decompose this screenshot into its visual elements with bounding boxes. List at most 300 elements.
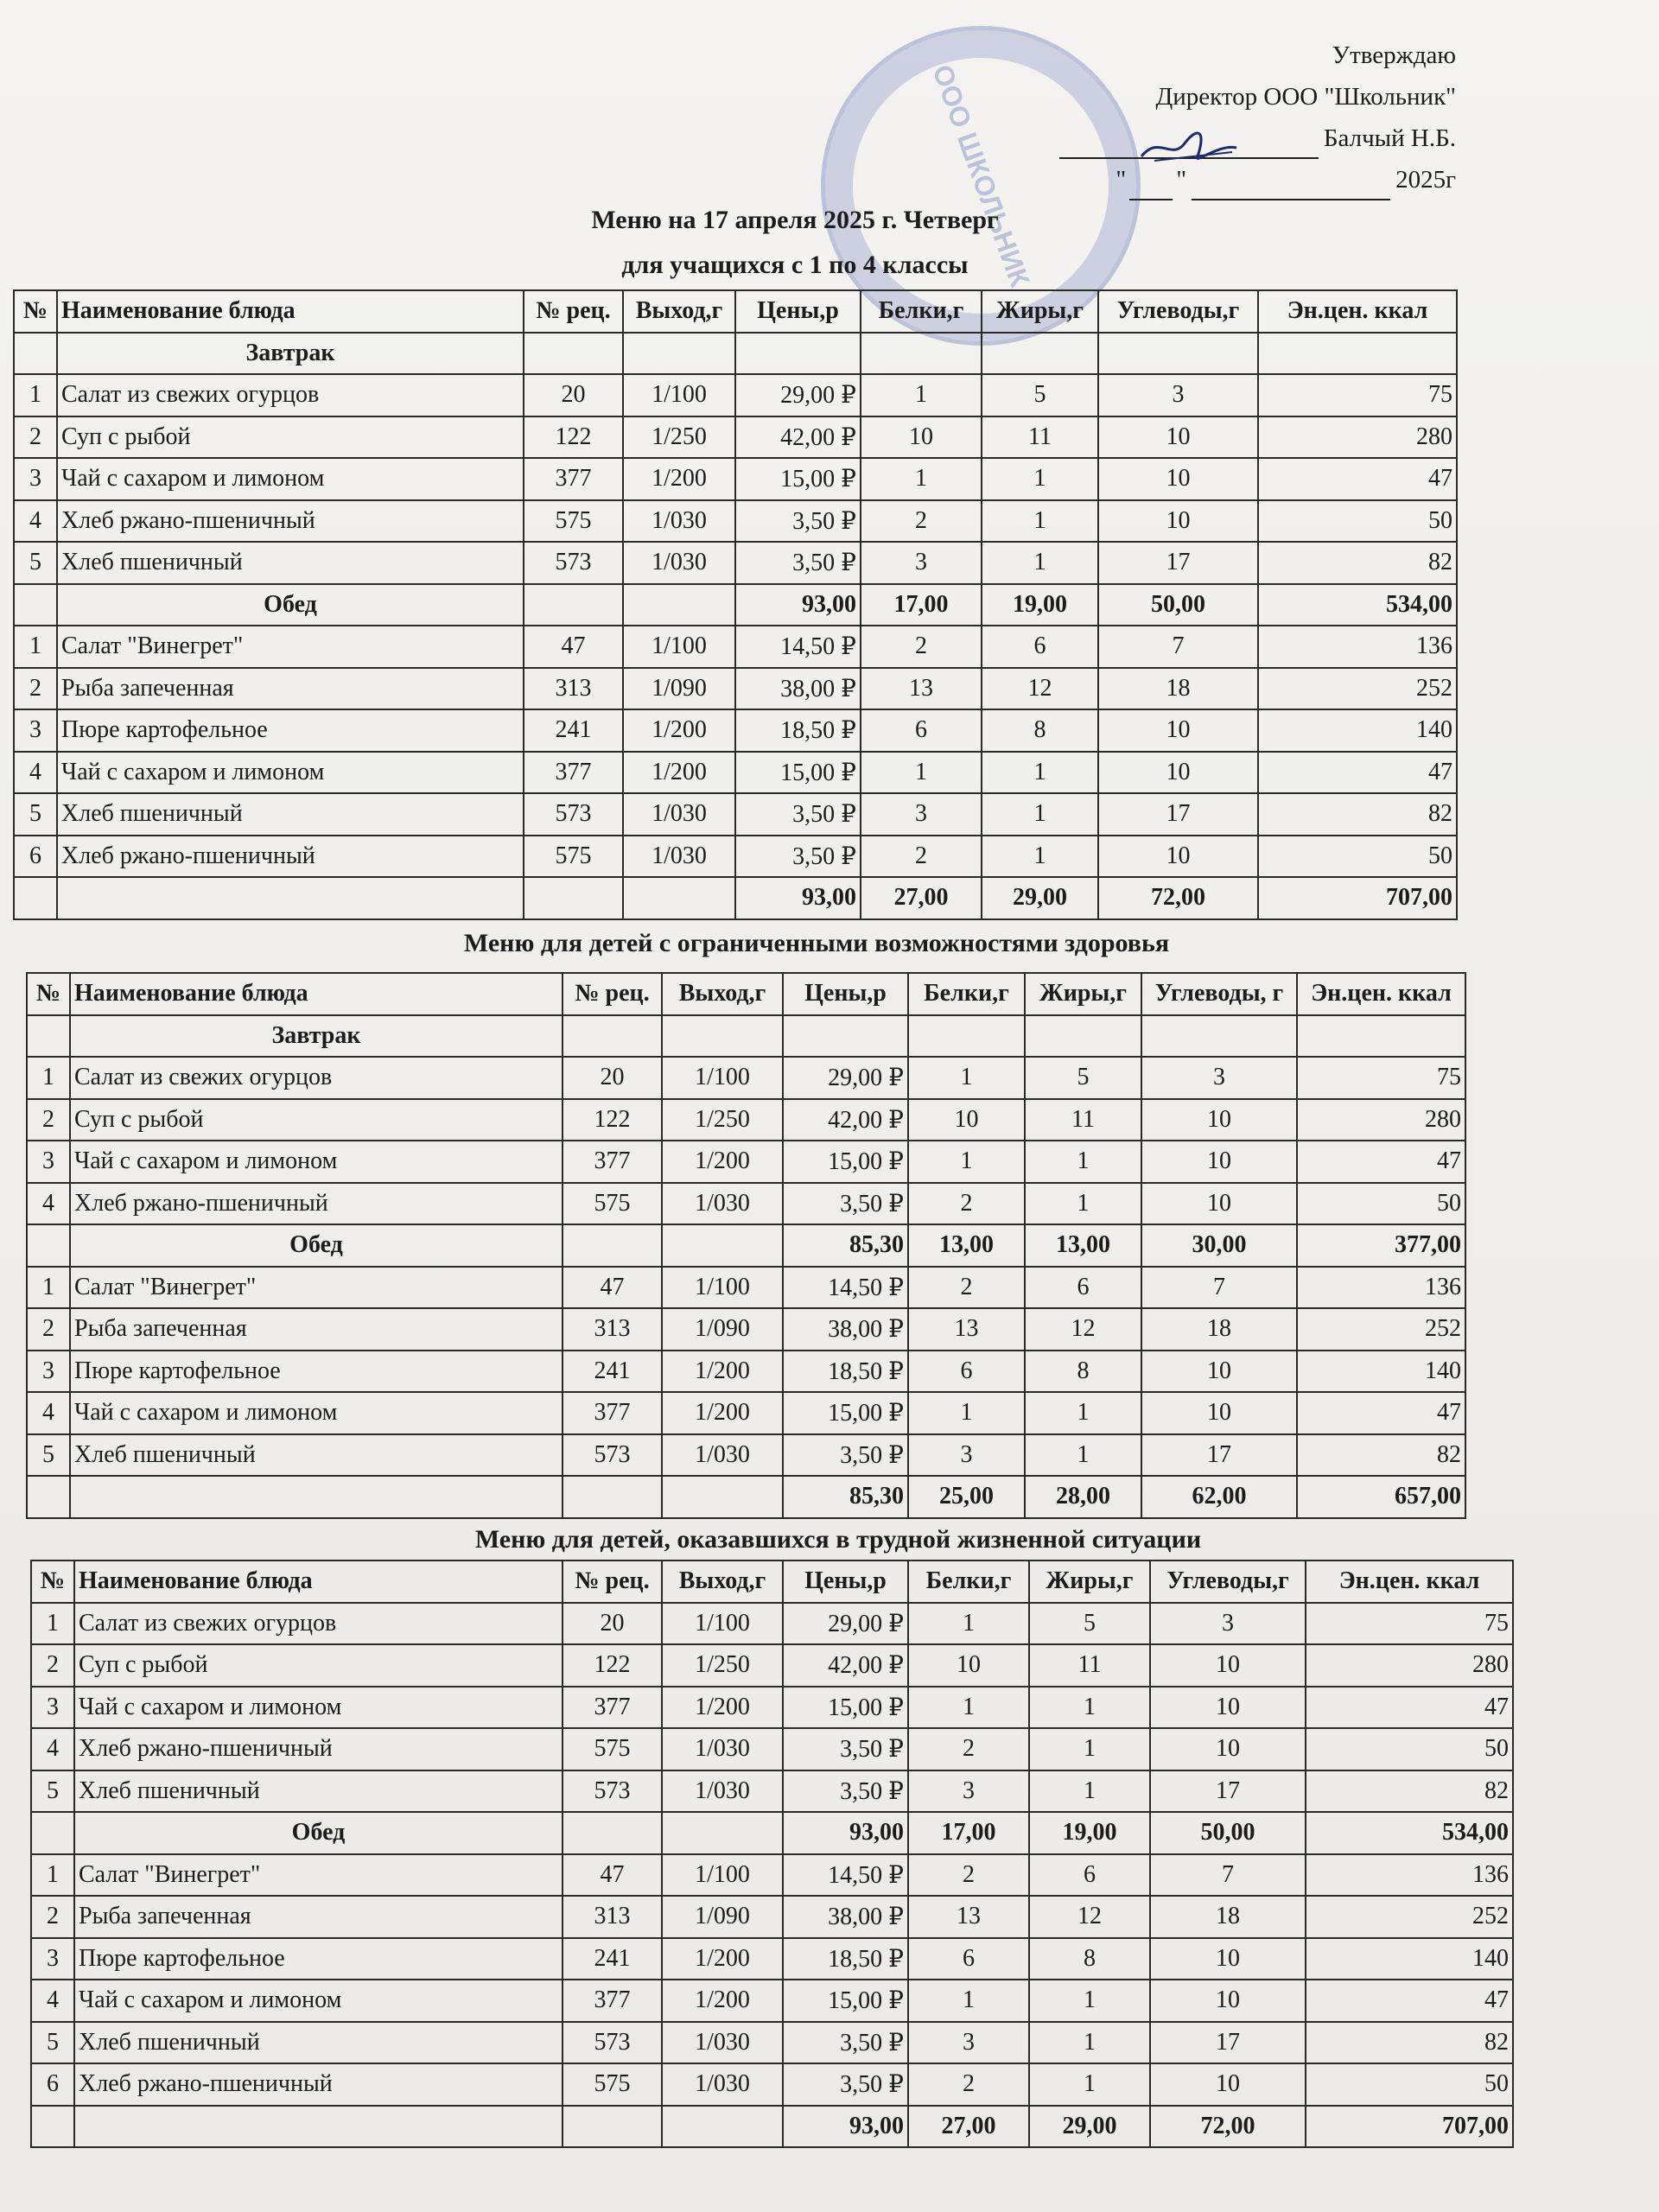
dish-name: Чай с сахаром и лимоном xyxy=(74,1687,563,1729)
empty-cell xyxy=(908,1015,1025,1058)
recipe-number: 573 xyxy=(563,2022,662,2064)
energy-kcal: 75 xyxy=(1306,1603,1513,1645)
dish-number: 4 xyxy=(27,1183,70,1225)
empty-cell xyxy=(563,2106,662,2148)
carbohydrates: 18 xyxy=(1141,1308,1297,1351)
table-row xyxy=(31,2063,1513,2106)
dish-number: 2 xyxy=(31,1896,74,1938)
portion-weight: 1/030 xyxy=(662,1434,783,1477)
header-portion-weight: Выход,г xyxy=(662,973,783,1015)
recipe-number: 122 xyxy=(563,1644,662,1687)
recipe-number: 377 xyxy=(563,1392,662,1434)
dish-number: 6 xyxy=(14,836,57,878)
recipe-number: 47 xyxy=(563,1854,662,1897)
proteins: 3 xyxy=(908,1434,1025,1477)
fats: 1 xyxy=(982,542,1098,584)
signature-field xyxy=(1059,131,1319,159)
carbohydrates: 10 xyxy=(1098,500,1258,543)
table-row xyxy=(14,836,1457,878)
fats: 1 xyxy=(982,836,1098,878)
total-proteins: 13,00 xyxy=(908,1224,1025,1267)
header-fats: Жиры,г xyxy=(1025,973,1141,1015)
energy-kcal: 50 xyxy=(1258,836,1457,878)
energy-kcal: 50 xyxy=(1306,2063,1513,2106)
table-row xyxy=(14,542,1457,584)
total-energy: 707,00 xyxy=(1306,2106,1513,2148)
empty-cell xyxy=(563,1224,662,1267)
signature-icon xyxy=(1137,126,1241,169)
price: 3,50 ₽ xyxy=(783,1770,908,1813)
carbohydrates: 18 xyxy=(1150,1896,1306,1938)
carbohydrates: 10 xyxy=(1141,1392,1297,1434)
date-line xyxy=(1059,159,1456,200)
lunch-header-row xyxy=(31,1812,1513,1854)
table-row xyxy=(27,1434,1465,1477)
menu-title: Меню на 17 апреля 2025 г. Четверг xyxy=(591,206,999,234)
dish-number: 5 xyxy=(31,2022,74,2064)
header-price: Цены,р xyxy=(735,290,861,333)
portion-weight: 1/090 xyxy=(662,1896,783,1938)
director-name: Балчый Н.Б. xyxy=(1323,124,1456,152)
dish-name: Салат "Винегрет" xyxy=(70,1267,563,1309)
proteins: 1 xyxy=(861,458,982,500)
energy-kcal: 82 xyxy=(1306,2022,1513,2064)
fats: 1 xyxy=(1029,1687,1150,1729)
dish-name: Пюре картофельное xyxy=(74,1938,563,1980)
stamp-text: ООО ШКОЛЬНИК xyxy=(926,60,1036,291)
dish-name: Хлеб пшеничный xyxy=(74,1770,563,1813)
fats: 1 xyxy=(1025,1392,1141,1434)
total-proteins: 25,00 xyxy=(908,1476,1025,1518)
dish-number: 3 xyxy=(31,1687,74,1729)
fats: 1 xyxy=(982,458,1098,500)
lunch-total-row xyxy=(27,1476,1465,1518)
dish-number: 5 xyxy=(14,542,57,584)
table-row xyxy=(14,793,1457,836)
empty-cell xyxy=(524,333,623,375)
price: 38,00 ₽ xyxy=(783,1896,908,1938)
empty-cell xyxy=(14,877,57,919)
fats: 1 xyxy=(1029,2022,1150,2064)
portion-weight: 1/090 xyxy=(623,668,735,710)
portion-weight: 1/100 xyxy=(623,374,735,416)
total-energy: 534,00 xyxy=(1258,584,1457,626)
recipe-number: 573 xyxy=(563,1434,662,1477)
table-row xyxy=(31,1980,1513,2022)
dish-name: Пюре картофельное xyxy=(70,1351,563,1393)
carbohydrates: 17 xyxy=(1098,542,1258,584)
portion-weight: 1/200 xyxy=(662,1687,783,1729)
table-row xyxy=(31,1770,1513,1813)
lunch-header-row xyxy=(14,584,1457,626)
menu-table-2 xyxy=(26,972,1466,1519)
carbohydrates: 17 xyxy=(1150,1770,1306,1813)
table-row xyxy=(14,709,1457,752)
proteins: 1 xyxy=(861,374,982,416)
empty-cell xyxy=(14,333,57,375)
empty-cell xyxy=(623,877,735,919)
recipe-number: 573 xyxy=(524,793,623,836)
energy-kcal: 47 xyxy=(1297,1141,1465,1183)
recipe-number: 241 xyxy=(563,1938,662,1980)
table-row xyxy=(31,1728,1513,1770)
dish-number: 4 xyxy=(31,1728,74,1770)
carbohydrates: 10 xyxy=(1141,1183,1297,1225)
empty-cell xyxy=(662,1812,783,1854)
dish-name: Чай с сахаром и лимоном xyxy=(70,1141,563,1183)
fats: 11 xyxy=(1029,1644,1150,1687)
carbohydrates: 18 xyxy=(1098,668,1258,710)
portion-weight: 1/250 xyxy=(662,1644,783,1687)
total-proteins: 27,00 xyxy=(861,877,982,919)
proteins: 2 xyxy=(908,1854,1029,1897)
total-carbohydrates: 62,00 xyxy=(1141,1476,1297,1518)
table-row xyxy=(31,1938,1513,1980)
portion-weight: 1/200 xyxy=(662,1141,783,1183)
price: 3,50 ₽ xyxy=(735,500,861,543)
carbohydrates: 10 xyxy=(1098,752,1258,794)
recipe-number: 122 xyxy=(563,1099,662,1141)
table-row xyxy=(27,1308,1465,1351)
price: 18,50 ₽ xyxy=(783,1351,908,1393)
header-energy-kcal: Эн.цен. ккал xyxy=(1258,290,1457,333)
fats: 6 xyxy=(1025,1267,1141,1309)
table-header-row xyxy=(31,1560,1513,1603)
empty-cell xyxy=(563,1476,662,1518)
dish-name: Хлеб ржано-пшеничный xyxy=(57,500,524,543)
proteins: 2 xyxy=(861,500,982,543)
dish-number: 3 xyxy=(31,1938,74,1980)
empty-cell xyxy=(783,1015,908,1058)
fats: 1 xyxy=(1029,1770,1150,1813)
empty-cell xyxy=(1025,1015,1141,1058)
total-price: 93,00 xyxy=(783,2106,908,2148)
energy-kcal: 50 xyxy=(1306,1728,1513,1770)
price: 15,00 ₽ xyxy=(783,1392,908,1434)
empty-cell xyxy=(27,1015,70,1058)
empty-cell xyxy=(14,584,57,626)
breakfast-header-row xyxy=(14,333,1457,375)
proteins: 13 xyxy=(908,1308,1025,1351)
recipe-number: 313 xyxy=(563,1896,662,1938)
dish-name: Чай с сахаром и лимоном xyxy=(74,1980,563,2022)
header-energy-kcal: Эн.цен. ккал xyxy=(1306,1560,1513,1603)
price: 3,50 ₽ xyxy=(735,542,861,584)
price: 15,00 ₽ xyxy=(735,752,861,794)
carbohydrates: 3 xyxy=(1098,374,1258,416)
price: 3,50 ₽ xyxy=(783,1183,908,1225)
fats: 5 xyxy=(1025,1057,1141,1099)
recipe-number: 377 xyxy=(524,752,623,794)
empty-cell xyxy=(31,2106,74,2148)
table-row xyxy=(31,1854,1513,1897)
recipe-number: 377 xyxy=(563,1980,662,2022)
header-dish-number: № xyxy=(14,290,57,333)
proteins: 1 xyxy=(908,1057,1025,1099)
carbohydrates: 10 xyxy=(1098,458,1258,500)
fats: 12 xyxy=(982,668,1098,710)
table-row xyxy=(14,458,1457,500)
price: 29,00 ₽ xyxy=(783,1603,908,1645)
table-row xyxy=(31,1896,1513,1938)
dish-number: 3 xyxy=(14,709,57,752)
energy-kcal: 47 xyxy=(1258,458,1457,500)
date-month-field xyxy=(1192,173,1390,200)
energy-kcal: 140 xyxy=(1258,709,1457,752)
portion-weight: 1/030 xyxy=(662,1770,783,1813)
recipe-number: 241 xyxy=(524,709,623,752)
fats: 11 xyxy=(982,416,1098,459)
dish-name: Суп с рыбой xyxy=(74,1644,563,1687)
fats: 12 xyxy=(1029,1896,1150,1938)
dish-name: Хлеб пшеничный xyxy=(57,793,524,836)
portion-weight: 1/100 xyxy=(662,1603,783,1645)
dish-name: Чай с сахаром и лимоном xyxy=(57,752,524,794)
date-quote-open: " xyxy=(1116,166,1127,194)
section-caption-difficult-situation: Меню для детей, оказавшихся в трудной жизненной ситуации xyxy=(474,1525,1202,1554)
proteins: 1 xyxy=(861,752,982,794)
empty-cell xyxy=(662,2106,783,2148)
portion-weight: 1/030 xyxy=(662,2063,783,2106)
portion-weight: 1/200 xyxy=(662,1980,783,2022)
table-row xyxy=(27,1351,1465,1393)
table-row xyxy=(27,1141,1465,1183)
carbohydrates: 10 xyxy=(1098,416,1258,459)
price: 15,00 ₽ xyxy=(783,1980,908,2022)
menu-table-3 xyxy=(30,1560,1514,2148)
total-carbohydrates: 72,00 xyxy=(1098,877,1258,919)
dish-name: Хлеб пшеничный xyxy=(70,1434,563,1477)
meal-label: Обед xyxy=(57,584,524,626)
date-year: 2025г xyxy=(1395,166,1456,194)
energy-kcal: 136 xyxy=(1258,626,1457,668)
empty-cell xyxy=(623,584,735,626)
fats: 6 xyxy=(982,626,1098,668)
header-proteins: Белки,г xyxy=(861,290,982,333)
date-quote-close: " xyxy=(1176,166,1187,194)
carbohydrates: 10 xyxy=(1098,836,1258,878)
dish-number: 4 xyxy=(14,500,57,543)
proteins: 2 xyxy=(908,1267,1025,1309)
portion-weight: 1/200 xyxy=(623,458,735,500)
fats: 1 xyxy=(1029,2063,1150,2106)
proteins: 1 xyxy=(908,1141,1025,1183)
proteins: 1 xyxy=(908,1392,1025,1434)
dish-number: 2 xyxy=(14,668,57,710)
fats: 1 xyxy=(1025,1141,1141,1183)
total-proteins: 27,00 xyxy=(908,2106,1029,2148)
price: 29,00 ₽ xyxy=(735,374,861,416)
dish-number: 4 xyxy=(31,1980,74,2022)
recipe-number: 575 xyxy=(563,1183,662,1225)
meal-label xyxy=(57,877,524,919)
recipe-number: 20 xyxy=(524,374,623,416)
fats: 8 xyxy=(1029,1938,1150,1980)
table-row xyxy=(27,1099,1465,1141)
dish-name: Рыба запеченная xyxy=(74,1896,563,1938)
proteins: 10 xyxy=(908,1099,1025,1141)
fats: 8 xyxy=(982,709,1098,752)
table-row xyxy=(31,1644,1513,1687)
dish-number: 2 xyxy=(27,1099,70,1141)
total-fats: 28,00 xyxy=(1025,1476,1141,1518)
carbohydrates: 10 xyxy=(1141,1351,1297,1393)
dish-name: Рыба запеченная xyxy=(70,1308,563,1351)
price: 18,50 ₽ xyxy=(783,1938,908,1980)
dish-number: 1 xyxy=(14,626,57,668)
recipe-number: 241 xyxy=(563,1351,662,1393)
portion-weight: 1/200 xyxy=(662,1351,783,1393)
portion-weight: 1/250 xyxy=(662,1099,783,1141)
carbohydrates: 17 xyxy=(1150,2022,1306,2064)
proteins: 2 xyxy=(908,1183,1025,1225)
proteins: 3 xyxy=(908,2022,1029,2064)
energy-kcal: 252 xyxy=(1258,668,1457,710)
section-caption-limited-health: Меню для детей с ограниченными возможностями здоровья xyxy=(463,929,1170,957)
portion-weight: 1/250 xyxy=(623,416,735,459)
total-energy: 534,00 xyxy=(1306,1812,1513,1854)
empty-cell xyxy=(662,1015,783,1058)
portion-weight: 1/090 xyxy=(662,1308,783,1351)
header-fats: Жиры,г xyxy=(982,290,1098,333)
dish-name: Чай с сахаром и лимоном xyxy=(57,458,524,500)
portion-weight: 1/200 xyxy=(623,752,735,794)
carbohydrates: 10 xyxy=(1141,1141,1297,1183)
total-fats: 29,00 xyxy=(1029,2106,1150,2148)
fats: 1 xyxy=(1025,1183,1141,1225)
portion-weight: 1/030 xyxy=(623,542,735,584)
empty-cell xyxy=(1141,1015,1297,1058)
price: 38,00 ₽ xyxy=(783,1308,908,1351)
carbohydrates: 10 xyxy=(1150,1728,1306,1770)
proteins: 10 xyxy=(908,1644,1029,1687)
portion-weight: 1/100 xyxy=(623,626,735,668)
empty-cell xyxy=(1258,333,1457,375)
header-recipe-number: № рец. xyxy=(563,1560,662,1603)
dish-name: Салат из свежих огурцов xyxy=(57,374,524,416)
fats: 1 xyxy=(982,752,1098,794)
menu-table-1 xyxy=(13,289,1458,920)
proteins: 10 xyxy=(861,416,982,459)
table-row xyxy=(27,1183,1465,1225)
table-row xyxy=(14,752,1457,794)
carbohydrates: 10 xyxy=(1098,709,1258,752)
director-position: Директор ООО "Школьник" xyxy=(1155,83,1456,111)
lunch-header-row xyxy=(27,1224,1465,1267)
total-carbohydrates: 72,00 xyxy=(1150,2106,1306,2148)
dish-number: 5 xyxy=(14,793,57,836)
energy-kcal: 280 xyxy=(1306,1644,1513,1687)
proteins: 3 xyxy=(908,1770,1029,1813)
portion-weight: 1/030 xyxy=(623,836,735,878)
fats: 12 xyxy=(1025,1308,1141,1351)
price: 42,00 ₽ xyxy=(783,1099,908,1141)
price: 42,00 ₽ xyxy=(783,1644,908,1687)
price: 3,50 ₽ xyxy=(783,1434,908,1477)
total-fats: 19,00 xyxy=(982,584,1098,626)
dish-name: Салат "Винегрет" xyxy=(57,626,524,668)
proteins: 13 xyxy=(861,668,982,710)
carbohydrates: 10 xyxy=(1150,1644,1306,1687)
portion-weight: 1/030 xyxy=(623,500,735,543)
empty-cell xyxy=(27,1224,70,1267)
meal-label: Обед xyxy=(74,1812,563,1854)
recipe-number: 575 xyxy=(524,500,623,543)
recipe-number: 575 xyxy=(563,2063,662,2106)
recipe-number: 313 xyxy=(563,1308,662,1351)
carbohydrates: 7 xyxy=(1150,1854,1306,1897)
total-energy: 707,00 xyxy=(1258,877,1457,919)
price: 14,50 ₽ xyxy=(783,1854,908,1897)
recipe-number: 573 xyxy=(524,542,623,584)
portion-weight: 1/030 xyxy=(662,1183,783,1225)
carbohydrates: 17 xyxy=(1141,1434,1297,1477)
price: 29,00 ₽ xyxy=(783,1057,908,1099)
header-price: Цены,р xyxy=(783,1560,908,1603)
price: 15,00 ₽ xyxy=(783,1141,908,1183)
price: 3,50 ₽ xyxy=(783,1728,908,1770)
price: 42,00 ₽ xyxy=(735,416,861,459)
dish-name: Хлеб пшеничный xyxy=(74,2022,563,2064)
dish-name: Салат из свежих огурцов xyxy=(70,1057,563,1099)
recipe-number: 47 xyxy=(563,1267,662,1309)
energy-kcal: 82 xyxy=(1306,1770,1513,1813)
empty-cell xyxy=(563,1812,662,1854)
portion-weight: 1/030 xyxy=(662,1728,783,1770)
energy-kcal: 280 xyxy=(1297,1099,1465,1141)
price: 18,50 ₽ xyxy=(735,709,861,752)
signature-line xyxy=(1059,118,1456,159)
header-energy-kcal: Эн.цен. ккал xyxy=(1297,973,1465,1015)
header-dish-name: Наименование блюда xyxy=(57,290,524,333)
table-row xyxy=(14,500,1457,543)
header-dish-number: № xyxy=(31,1560,74,1603)
header-price: Цены,р xyxy=(783,973,908,1015)
total-fats: 29,00 xyxy=(982,877,1098,919)
empty-cell xyxy=(524,877,623,919)
portion-weight: 1/100 xyxy=(662,1854,783,1897)
empty-cell xyxy=(662,1476,783,1518)
portion-weight: 1/200 xyxy=(662,1938,783,1980)
dish-number: 4 xyxy=(14,752,57,794)
proteins: 6 xyxy=(861,709,982,752)
header-portion-weight: Выход,г xyxy=(662,1560,783,1603)
fats: 1 xyxy=(982,500,1098,543)
portion-weight: 1/030 xyxy=(623,793,735,836)
carbohydrates: 10 xyxy=(1150,1938,1306,1980)
dish-name: Суп с рыбой xyxy=(57,416,524,459)
proteins: 2 xyxy=(861,836,982,878)
header-dish-name: Наименование блюда xyxy=(74,1560,563,1603)
carbohydrates: 10 xyxy=(1141,1099,1297,1141)
dish-name: Рыба запеченная xyxy=(57,668,524,710)
fats: 5 xyxy=(982,374,1098,416)
recipe-number: 122 xyxy=(524,416,623,459)
recipe-number: 20 xyxy=(563,1603,662,1645)
dish-name: Хлеб ржано-пшеничный xyxy=(57,836,524,878)
total-proteins: 17,00 xyxy=(861,584,982,626)
table-row xyxy=(31,1603,1513,1645)
empty-cell xyxy=(982,333,1098,375)
total-price: 93,00 xyxy=(783,1812,908,1854)
menu-subtitle: для учащихся с 1 по 4 классы xyxy=(621,251,969,279)
total-carbohydrates: 30,00 xyxy=(1141,1224,1297,1267)
energy-kcal: 280 xyxy=(1258,416,1457,459)
energy-kcal: 252 xyxy=(1297,1308,1465,1351)
header-carbohydrates: Углеводы,г xyxy=(1098,290,1258,333)
dish-number: 3 xyxy=(27,1141,70,1183)
proteins: 6 xyxy=(908,1351,1025,1393)
